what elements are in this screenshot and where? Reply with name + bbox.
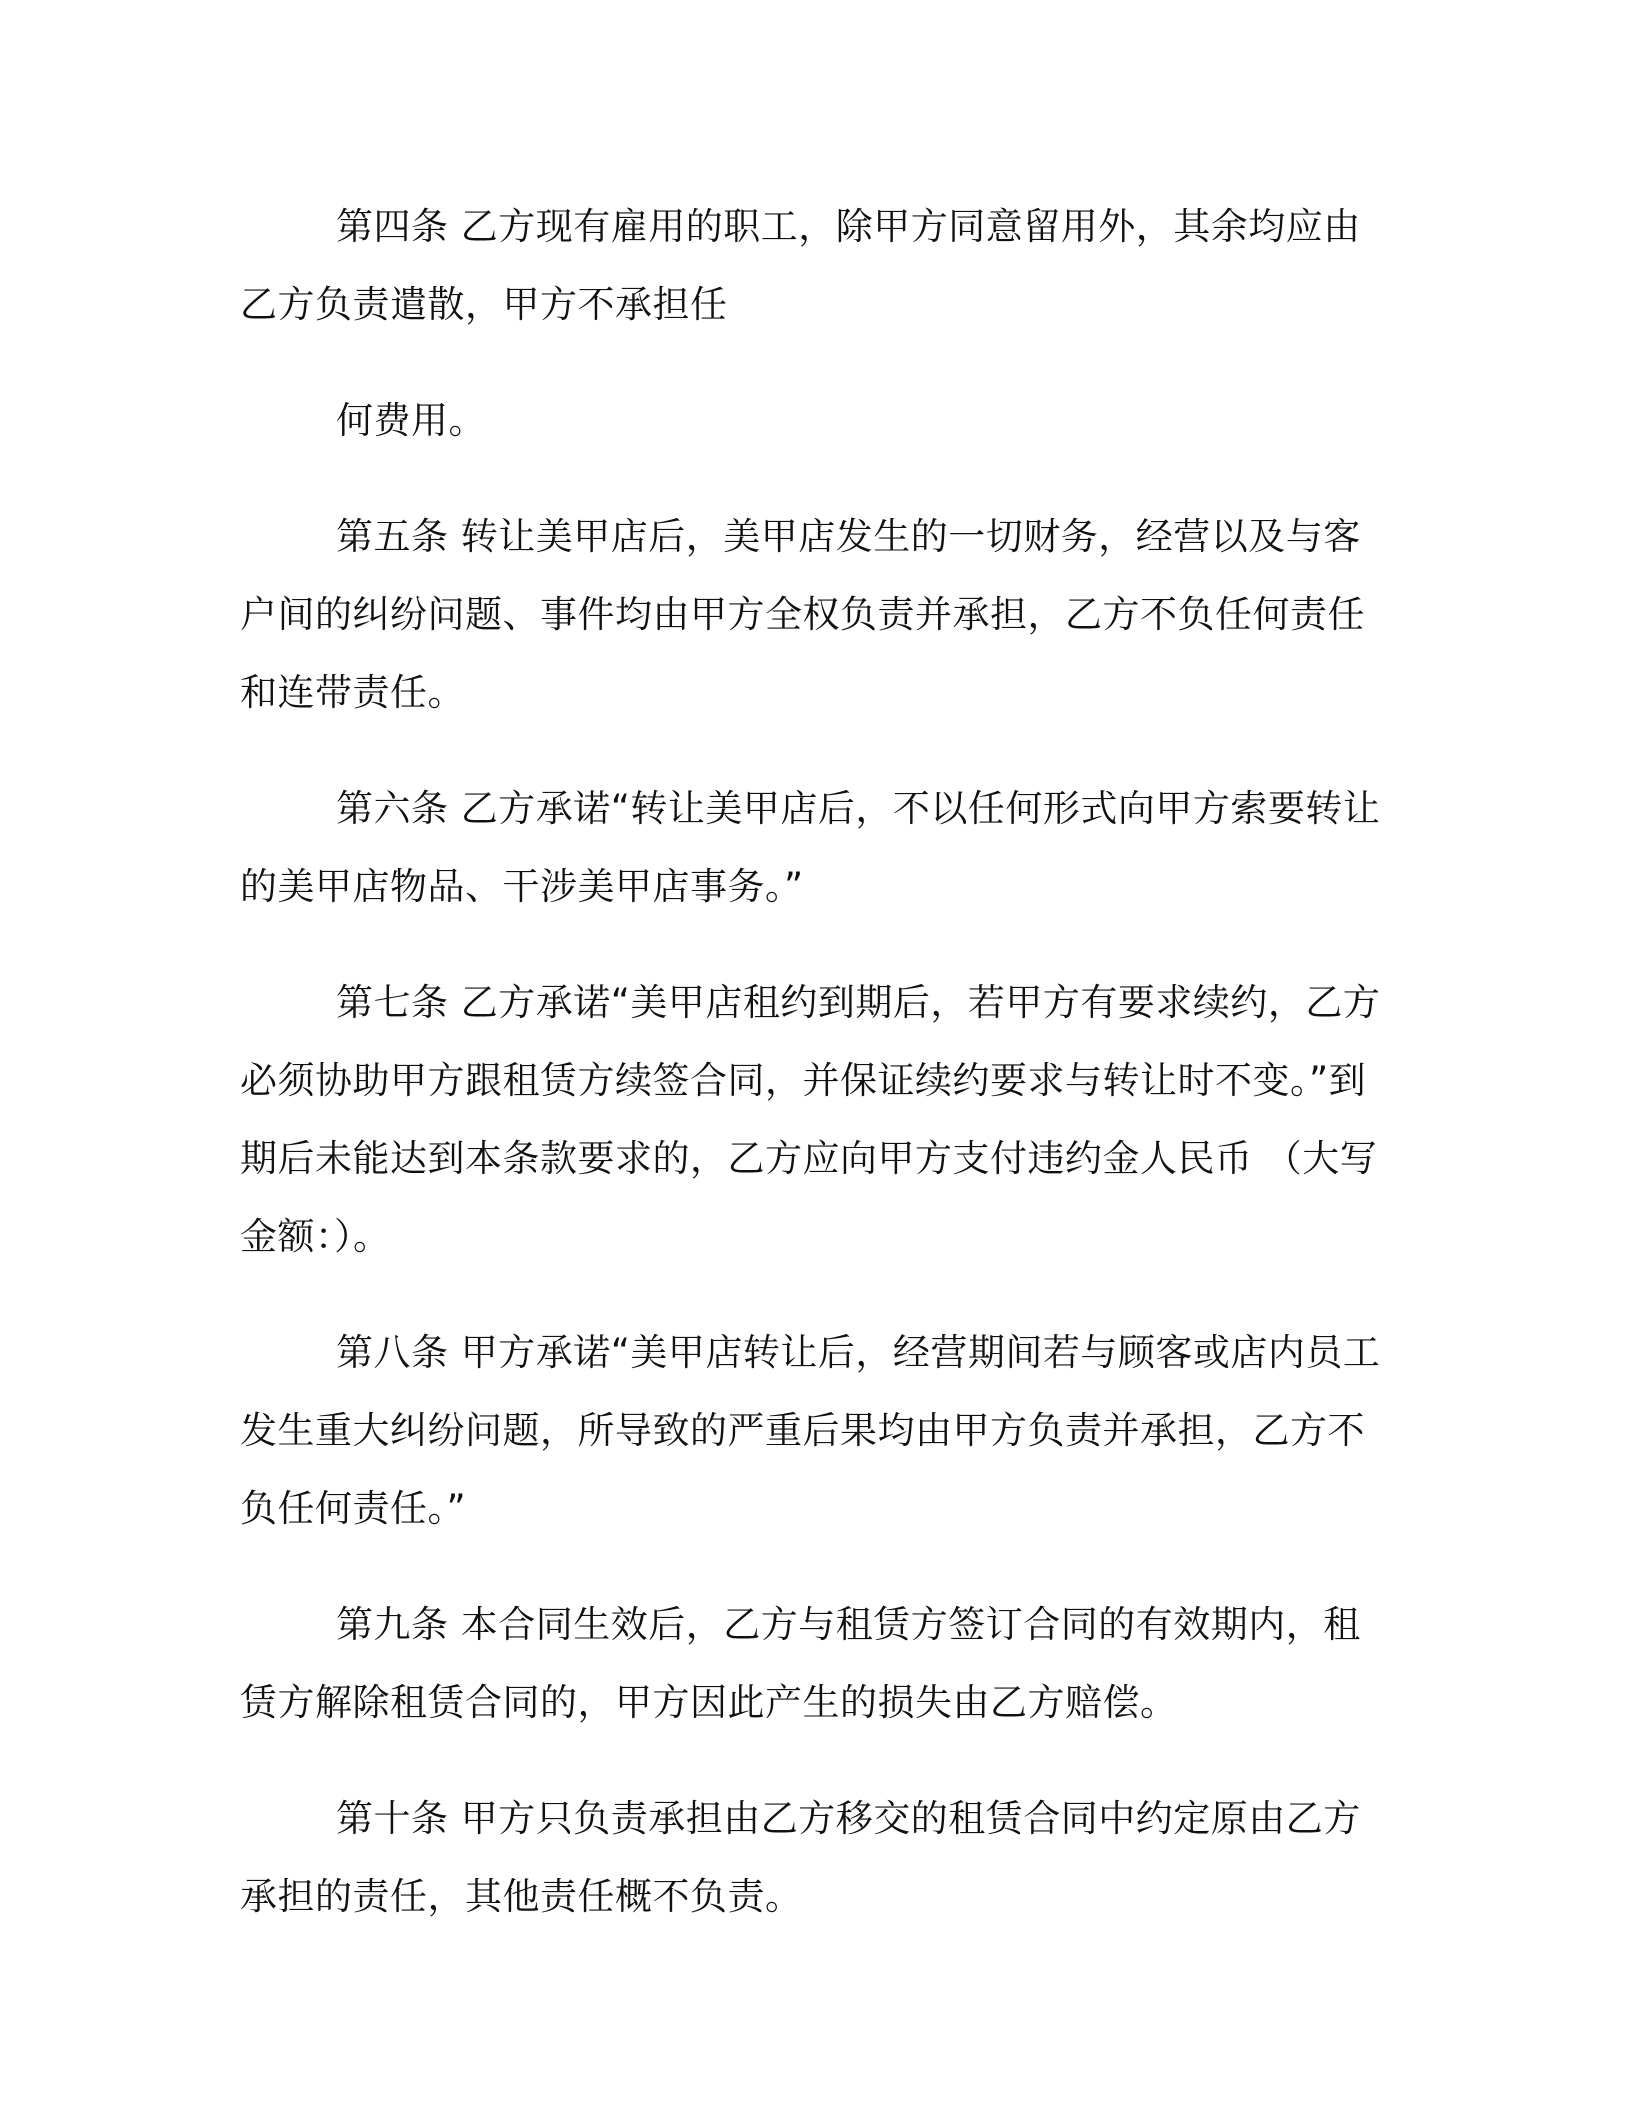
clause-8: 第八条 甲方承诺“美甲店转让后，经营期间若与顾客或店内员工发生重大纠纷问题，所导致的严重后果均由甲方负责并承担，乙方不负任何责任。” bbox=[240, 1331, 1381, 1530]
document-body bbox=[240, 188, 1386, 1936]
clause-9: 第九条 本合同生效后，乙方与租赁方签订合同的有效期内，租赁方解除租赁合同的，甲方因此产生的损失由乙方赔偿。 bbox=[240, 1603, 1361, 1724]
clause-7: 第七条 乙方承诺“美甲店租约到期后，若甲方有要求续约，乙方必须协助甲方跟租赁方续签合同，并保证续约要求与转让时不变。”到期后未能达到本条款要求的，乙方应向甲方支付违约金人民币 （大写金额：）。 bbox=[240, 981, 1381, 1258]
clause-5: 第五条 转让美甲店后，美甲店发生的一切财务，经营以及与客户间的纠纷问题、事件均由甲方全权负责并承担，乙方不负任何责任和连带责任。 bbox=[240, 515, 1365, 714]
clause-4-continued: 何费用。 bbox=[336, 399, 486, 442]
clause-4: 第四条 乙方现有雇用的职工，除甲方同意留用外，其余均应由乙方负责遣散，甲方不承担任 bbox=[240, 205, 1361, 326]
clause-10: 第十条 甲方只负责承担由乙方移交的租赁合同中约定原由乙方承担的责任，其他责任概不负责。 bbox=[240, 1797, 1361, 1918]
clause-6: 第六条 乙方承诺“转让美甲店后，不以任何形式向甲方索要转让的美甲店物品、干涉美甲店事务。” bbox=[240, 787, 1381, 908]
